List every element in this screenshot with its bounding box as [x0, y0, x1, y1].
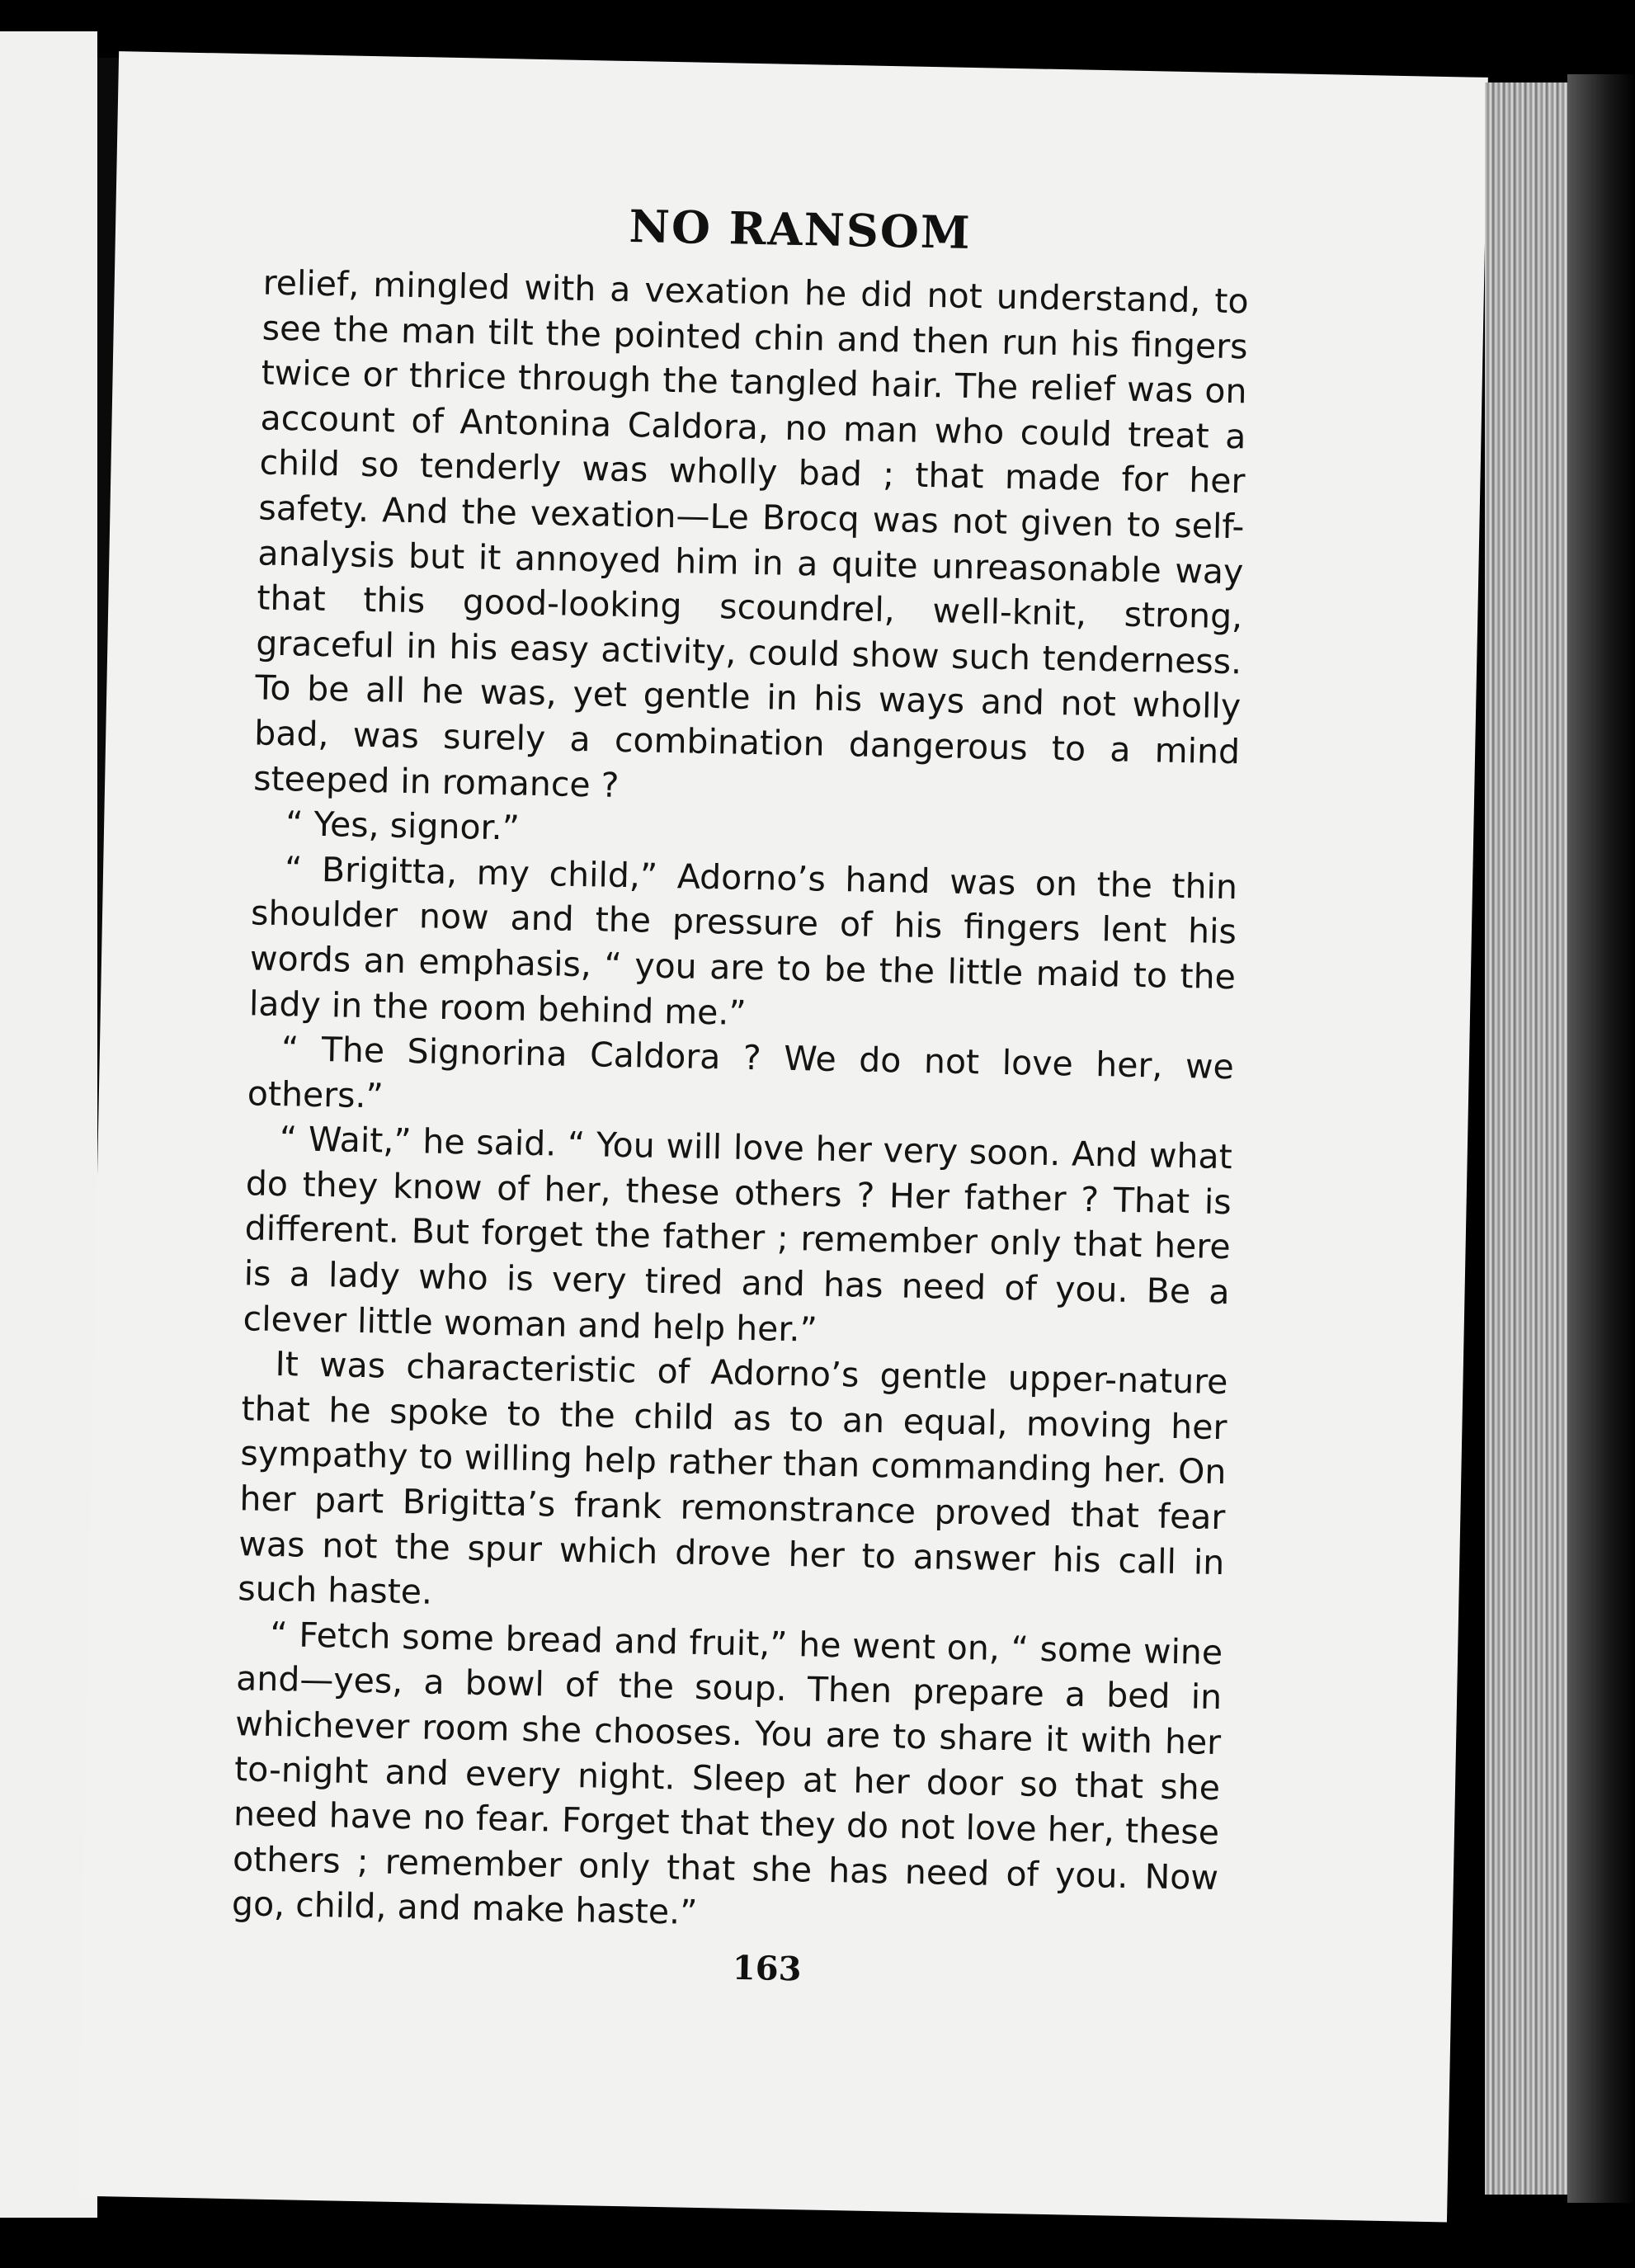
- running-head: NO RANSOM: [629, 199, 973, 259]
- paragraph: relief, mingled with a vexation he did not understand, to see the man tilt the pointed chin and then run his fingers twice or thrice through the tangled hair. The relief was on account of Antonina Caldora, no man who could treat a child so tenderly was wholly bad ; that made for her safety. And the vexation—Le Brocq was not given to self-analysis but it annoyed him in a quite unreasonable way that this good-looking scoundrel, well-knit, strong, graceful in his easy activity, could show such tenderness. To be all he was, yet gentle in his ways and not wholly bad, was surely a combination dangerous to a mind steeped in romance ?: [252, 262, 1250, 805]
- page-body: [232, 260, 1250, 1945]
- left-page-edge: [0, 31, 97, 2218]
- paragraph: It was characteristic of Adorno’s gentle upper-nature that he spoke to the child as to an equal, moving her sympathy to willing help rather than commanding her. On her part Brigitta’s frank remonstrance proved that fear was not the spur which drove her to answer his call in such haste.: [237, 1344, 1228, 1612]
- paragraph: “ The Signorina Caldora ? We do not love her, we others.”: [247, 1029, 1235, 1116]
- paragraph: “ Fetch some bread and fruit,” he went on, “ some wine and—yes, a bowl of the soup. Then prepare a bed in whichever room she chooses. You are to share it with her to-night and every night. Sleep at her door so that she need have no fear. Forget that they do not love her, these others ; remember only that she has need of you. Now go, child, and make haste.”: [231, 1614, 1223, 1933]
- paragraph: “ Brigitta, my child,” Adorno’s hand was on the thin shoulder now and the pressure of his fingers lent his words an emphasis, “ you are to be the little maid to the lady in the room behind me.”: [248, 848, 1238, 1033]
- page-number: 163: [732, 1948, 802, 1989]
- binding-shadow: [1567, 74, 1635, 2203]
- book-page: [78, 51, 1488, 2222]
- page-block-edges: [1485, 83, 1576, 2195]
- paragraph: “ Wait,” he said. “ You will love her very soon. And what do they know of her, these others ? Her father ? That is different. But forget the father ; remember only that here is a lady who is very tired and has need of you. Be a clever little woman and help her.”: [243, 1119, 1233, 1350]
- paragraph: “ Yes, signor.”: [285, 804, 521, 848]
